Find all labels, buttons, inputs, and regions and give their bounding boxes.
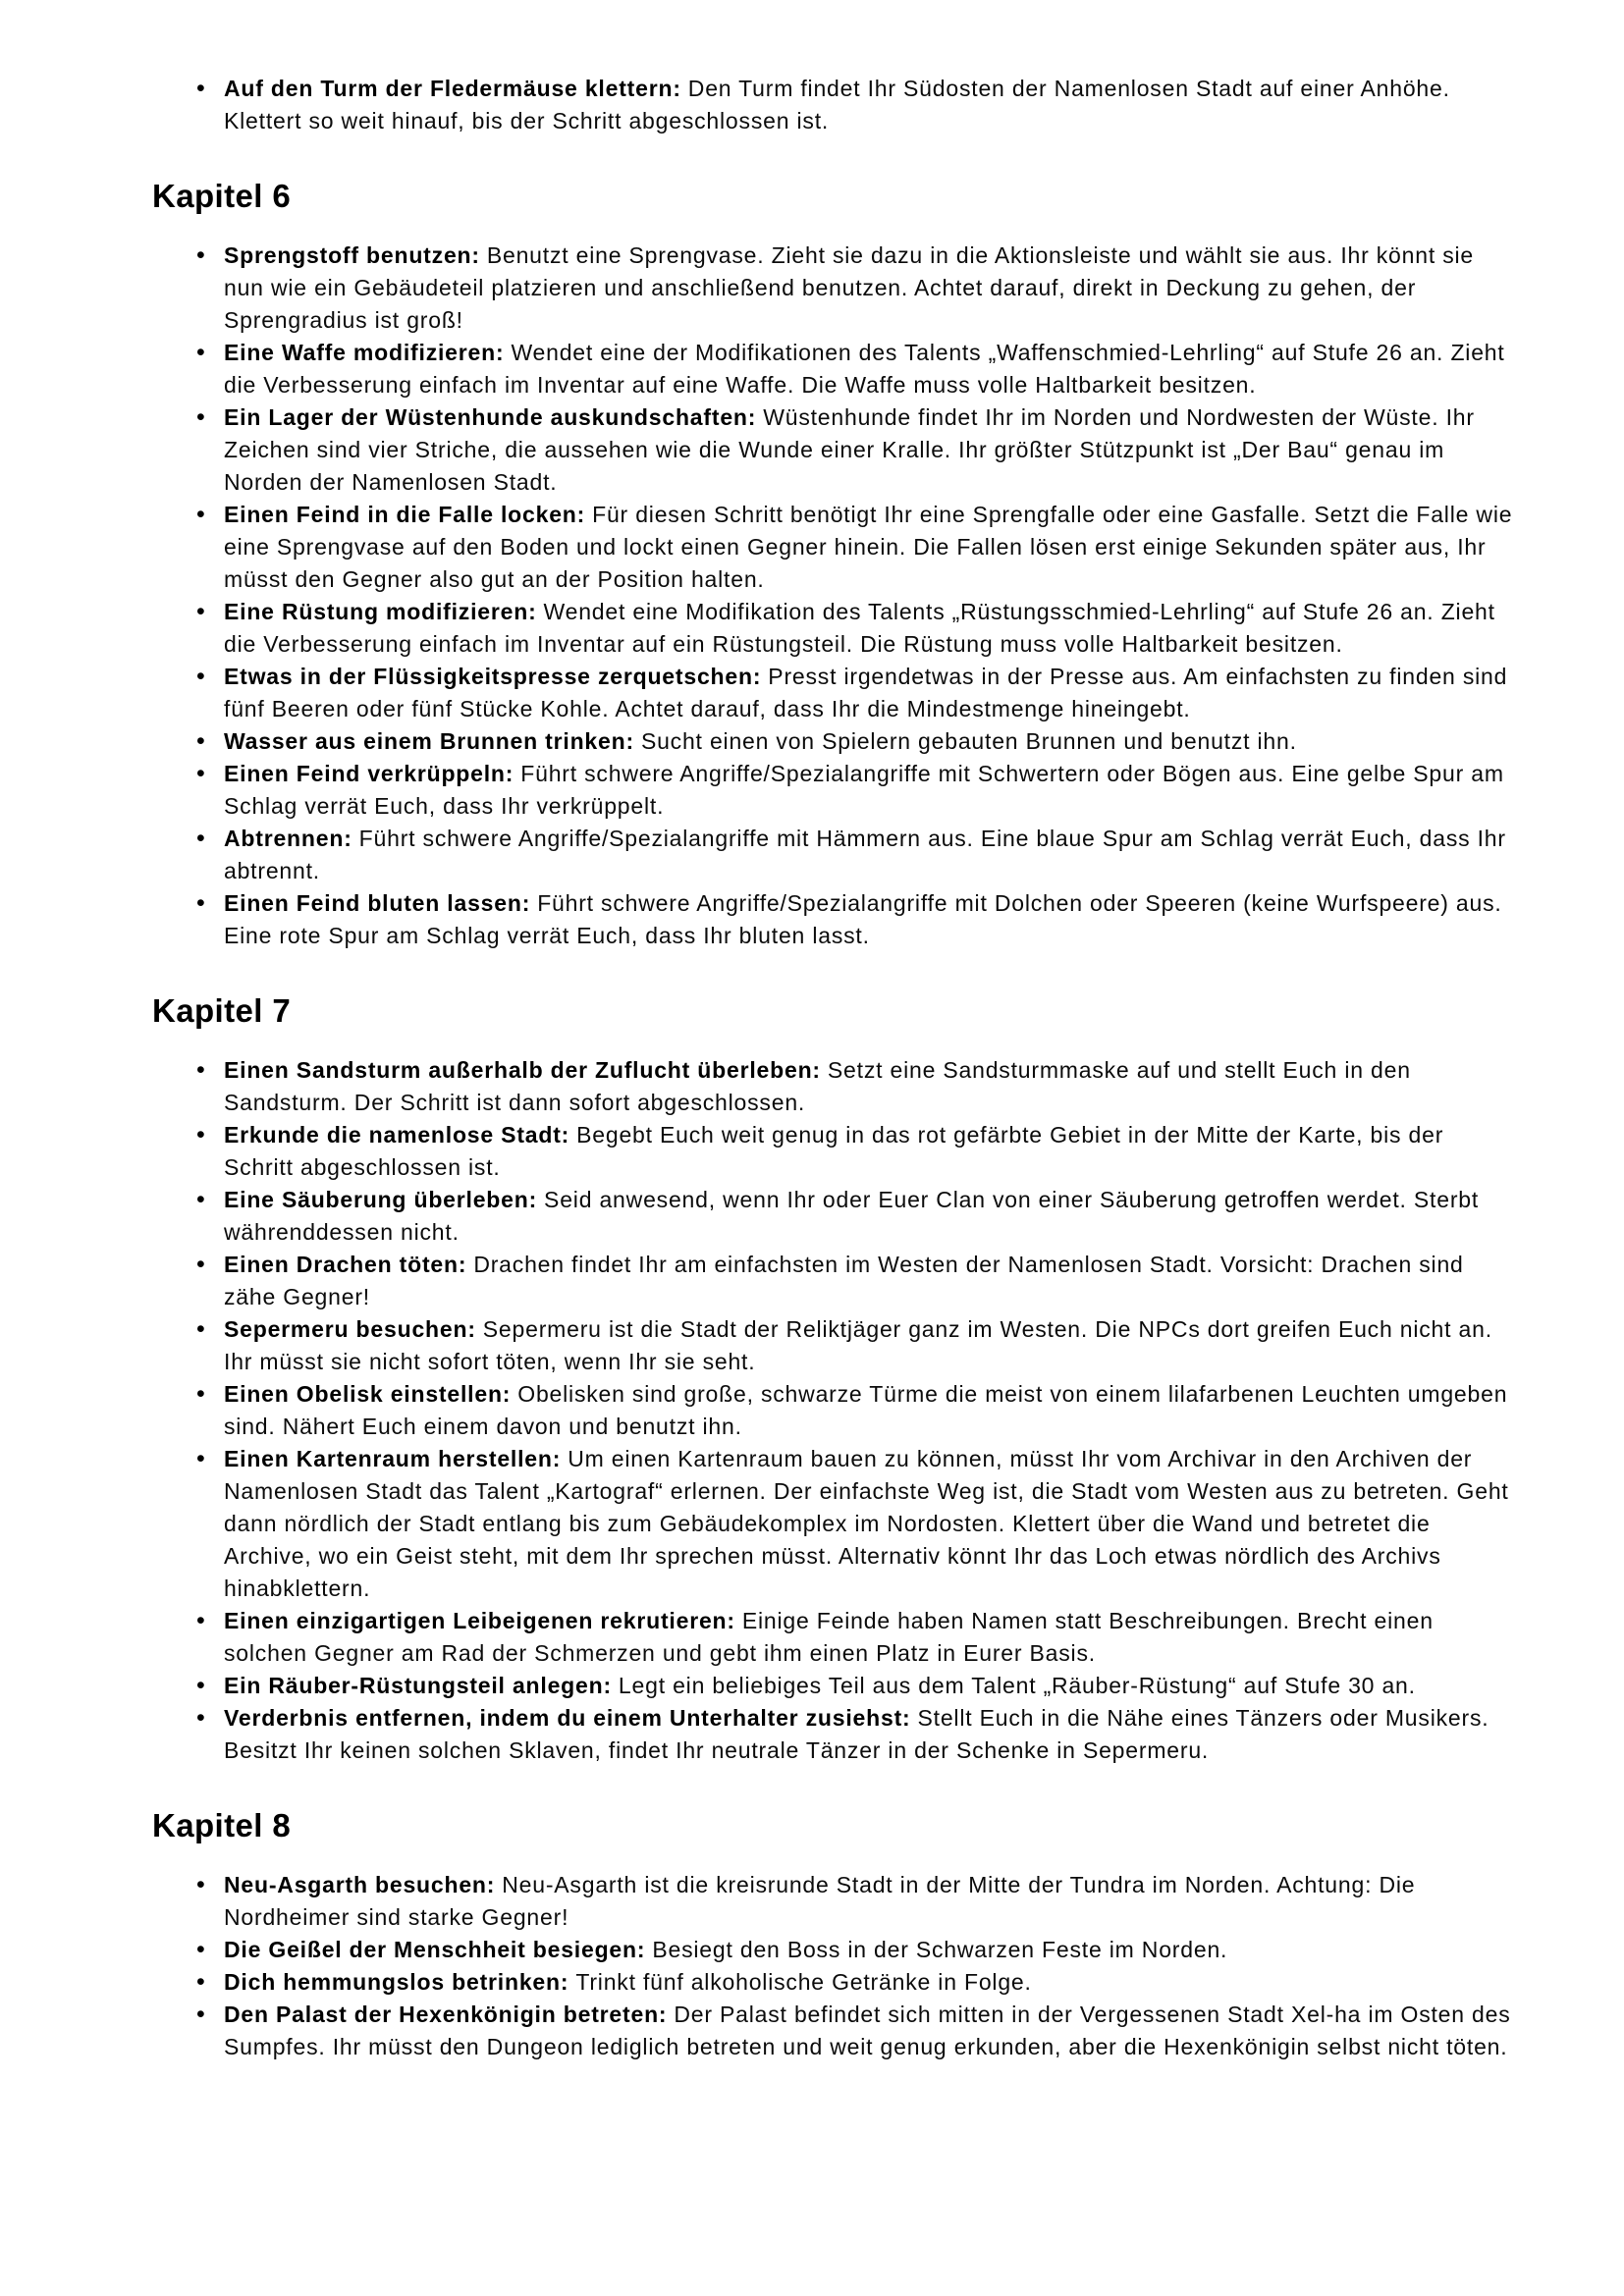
item-text: Wendet eine Modifikation des Talents „Rüstungsschmied-Lehrling“ auf Stufe 26 an. Zieht die Verbesserung einfach im Inventar auf ein Rüstungsteil. Die Rüstung muss volle Haltbarkeit besitzen. [224, 599, 1495, 657]
list-item [152, 1054, 1514, 1119]
section-title: Kapitel 8 [152, 1807, 292, 1843]
section-list [152, 1054, 1514, 1767]
item-text: Wüstenhunde findet Ihr im Norden und Nordwesten der Wüste. Ihr Zeichen sind vier Striche, die aussehen wie die Wunde einer Kralle. Ihr größter Stützpunkt ist „Der Bau“ genau im Norden der Namenlosen Stadt. [224, 404, 1475, 495]
intro-list [152, 73, 1514, 137]
item-text: Sucht einen von Spielern gebauten Brunnen und benutzt ihn. [640, 728, 1297, 754]
item-text: Obelisken sind große, schwarze Türme die meist von einem lilafarbenen Leuchten umgeben sind. Nähert Euch einem davon und benutzt ihn. [224, 1381, 1508, 1439]
item-label: Einen einzigartigen Leibeigenen rekrutieren: [224, 1608, 735, 1633]
item-label: Verderbnis entfernen, indem du einem Unterhalter zusiehst: [224, 1705, 911, 1731]
list-item [152, 1184, 1514, 1249]
item-text: Stellt Euch in die Nähe eines Tänzers oder Musikers. Besitzt Ihr keinen solchen Sklaven, findet Ihr neutrale Tänzer in der Schenke in Sepermeru. [224, 1705, 1489, 1763]
item-label: Einen Sandsturm außerhalb der Zuflucht überleben: [224, 1057, 821, 1083]
list-item [152, 1934, 1514, 1966]
section-list [152, 1869, 1514, 2063]
list-item [152, 1869, 1514, 1934]
section-title: Kapitel 7 [152, 992, 292, 1029]
list-item [152, 1670, 1514, 1702]
item-label: Neu-Asgarth besuchen: [224, 1872, 496, 1897]
list-item [152, 661, 1514, 725]
item-label: Einen Drachen töten: [224, 1252, 467, 1277]
item-text: Presst irgendetwas in der Presse aus. Am einfachsten zu finden sind fünf Beeren oder fünf Stücke Kohle. Achtet darauf, dass Ihr die Mindestmenge hineingebt. [224, 664, 1508, 721]
section [152, 175, 1514, 952]
list-item [152, 823, 1514, 887]
item-label: Dich hemmungslos betrinken: [224, 1969, 569, 1995]
item-text: Führt schwere Angriffe/Spezialangriffe mit Dolchen oder Speeren (keine Wurfspeere) aus. Eine rote Spur am Schlag verrät Euch, dass Ihr bluten lasst. [224, 890, 1502, 948]
section-list [152, 240, 1514, 952]
list-item [152, 337, 1514, 401]
list-item [152, 887, 1514, 952]
item-label: Eine Waffe modifizieren: [224, 340, 505, 365]
list-item [152, 1999, 1514, 2063]
list-item [152, 725, 1514, 758]
section [152, 1804, 1514, 2063]
item-text: Setzt eine Sandsturmmaske auf und stellt Euch in den Sandsturm. Der Schritt ist dann sofort abgeschlossen. [224, 1057, 1411, 1115]
item-text: Führt schwere Angriffe/Spezialangriffe mit Schwertern oder Bögen aus. Eine gelbe Spur am Schlag verrät Euch, dass Ihr verkrüppelt. [224, 761, 1504, 819]
item-label: Einen Feind bluten lassen: [224, 890, 531, 916]
item-label: Etwas in der Flüssigkeitspresse zerquetschen: [224, 664, 762, 689]
sections [152, 175, 1514, 2063]
list-item [152, 499, 1514, 596]
item-text: Besiegt den Boss in der Schwarzen Feste im Norden. [652, 1937, 1228, 1962]
list-item [152, 1702, 1514, 1767]
item-label: Den Palast der Hexenkönigin betreten: [224, 2002, 668, 2027]
list-item [152, 1119, 1514, 1184]
item-label: Sepermeru besuchen: [224, 1316, 476, 1342]
list-item [152, 73, 1514, 137]
item-label: Sprengstoff benutzen: [224, 242, 480, 268]
list-item [152, 1605, 1514, 1670]
section [152, 989, 1514, 1767]
item-text: Sepermeru ist die Stadt der Reliktjäger ganz im Westen. Die NPCs dort greifen Euch nicht an. Ihr müsst sie nicht sofort töten, wenn Ihr sie seht. [224, 1316, 1492, 1374]
item-label: Wasser aus einem Brunnen trinken: [224, 728, 634, 754]
item-label: Abtrennen: [224, 826, 352, 851]
item-label: Einen Kartenraum herstellen: [224, 1446, 562, 1471]
item-text: Legt ein beliebiges Teil aus dem Talent „Räuber-Rüstung“ auf Stufe 30 an. [618, 1673, 1416, 1698]
item-text: Den Turm findet Ihr Südosten der Namenlosen Stadt auf einer Anhöhe. Klettert so weit hinauf, bis der Schritt abgeschlossen ist. [224, 76, 1450, 133]
list-item [152, 240, 1514, 337]
item-text: Um einen Kartenraum bauen zu können, müsst Ihr vom Archivar in den Archiven der Namenlosen Stadt das Talent „Kartograf“ erlernen. Der einfachste Weg ist, die Stadt vom Westen aus zu betreten. Geht dann nördlich der Stadt entlang bis zum Gebäudekomplex im Nordosten. Klettert über die Wand und betretet die Archive, wo ein Geist steht, mit dem Ihr sprechen müsst. Alternativ könnt Ihr das Loch etwas nördlich des Archivs hinabklettern. [224, 1446, 1509, 1601]
item-text: Der Palast befindet sich mitten in der Vergessenen Stadt Xel-ha im Osten des Sumpfes. Ihr müsst den Dungeon lediglich betreten und weit genug erkunden, aber die Hexenkönigin selbst nicht töten. [224, 2002, 1511, 2059]
item-text: Drachen findet Ihr am einfachsten im Westen der Namenlosen Stadt. Vorsicht: Drachen sind zähe Gegner! [224, 1252, 1464, 1309]
list-item [152, 1443, 1514, 1605]
list-item [152, 401, 1514, 499]
item-text: Wendet eine der Modifikationen des Talents „Waffenschmied-Lehrling“ auf Stufe 26 an. Zieht die Verbesserung einfach im Inventar auf eine Waffe. Die Waffe muss volle Haltbarkeit besitzen. [224, 340, 1505, 398]
list-item [152, 1313, 1514, 1378]
item-label: Eine Säuberung überleben: [224, 1187, 538, 1212]
section-title: Kapitel 6 [152, 178, 292, 214]
item-text: Trinkt fünf alkoholische Getränke in Folge. [575, 1969, 1032, 1995]
list-item [152, 1966, 1514, 1999]
item-label: Einen Feind verkrüppeln: [224, 761, 514, 786]
list-item [152, 1378, 1514, 1443]
item-label: Einen Feind in die Falle locken: [224, 502, 586, 527]
item-text: Für diesen Schritt benötigt Ihr eine Sprengfalle oder eine Gasfalle. Setzt die Falle wie eine Sprengvase auf den Boden und lockt einen Gegner hinein. Die Fallen lösen erst einige Sekunden später aus, Ihr müsst den Gegner also gut an der Position halten. [224, 502, 1513, 592]
item-text: Einige Feinde haben Namen statt Beschreibungen. Brecht einen solchen Gegner am Rad der Schmerzen und gebt ihm einen Platz in Eurer Basis. [224, 1608, 1434, 1666]
item-label: Eine Rüstung modifizieren: [224, 599, 537, 624]
item-label: Die Geißel der Menschheit besiegen: [224, 1937, 646, 1962]
item-label: Auf den Turm der Fledermäuse klettern: [224, 76, 681, 101]
item-text: Begebt Euch weit genug in das rot gefärbte Gebiet in der Mitte der Karte, bis der Schritt abgeschlossen ist. [224, 1122, 1444, 1180]
item-text: Führt schwere Angriffe/Spezialangriffe mit Hämmern aus. Eine blaue Spur am Schlag verrät Euch, dass Ihr abtrennt. [224, 826, 1506, 883]
list-item [152, 1249, 1514, 1313]
item-label: Einen Obelisk einstellen: [224, 1381, 512, 1407]
item-label: Erkunde die namenlose Stadt: [224, 1122, 570, 1148]
list-item [152, 596, 1514, 661]
item-label: Ein Lager der Wüstenhunde auskundschaften: [224, 404, 757, 430]
item-text: Seid anwesend, wenn Ihr oder Euer Clan von einer Säuberung getroffen werdet. Sterbt währenddessen nicht. [224, 1187, 1480, 1245]
list-item [152, 758, 1514, 823]
item-text: Benutzt eine Sprengvase. Zieht sie dazu in die Aktionsleiste und wählt sie aus. Ihr könnt sie nun wie ein Gebäudeteil platzieren und anschließend benutzen. Achtet darauf, direkt in Deckung zu gehen, der Sprengradius ist groß! [224, 242, 1475, 333]
item-text: Neu-Asgarth ist die kreisrunde Stadt in der Mitte der Tundra im Norden. Achtung: Die Nordheimer sind starke Gegner! [224, 1872, 1416, 1930]
item-label: Ein Räuber-Rüstungsteil anlegen: [224, 1673, 612, 1698]
